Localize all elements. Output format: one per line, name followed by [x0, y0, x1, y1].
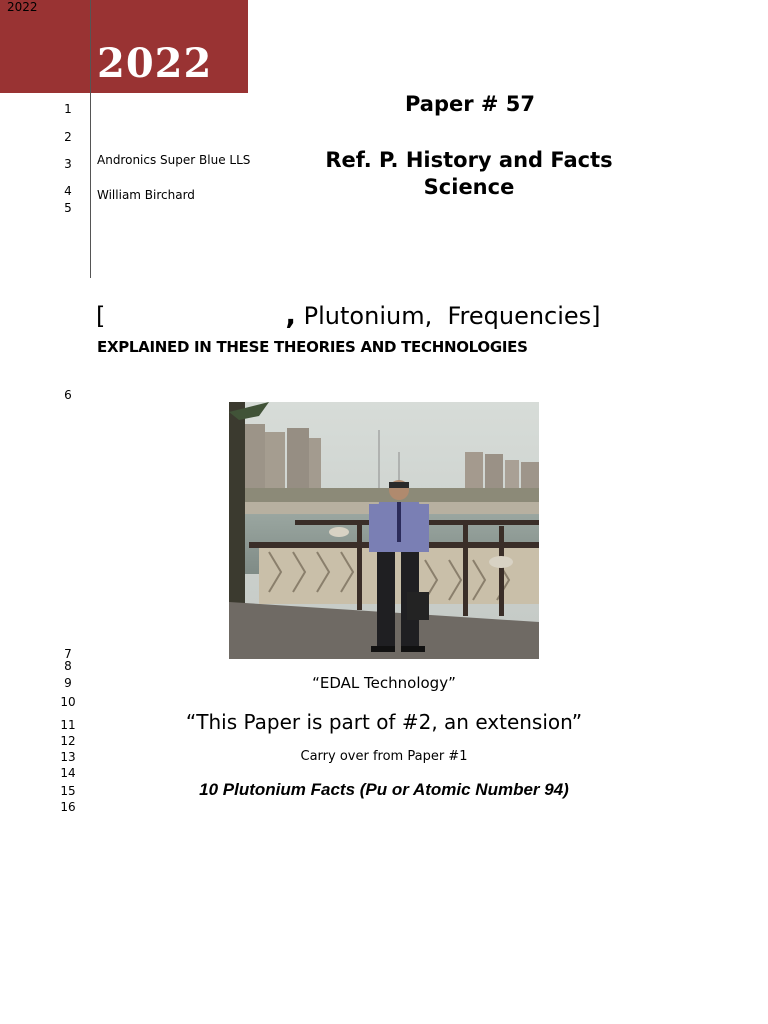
- line-number: 12: [60, 734, 76, 748]
- paper-number-title: Paper # 57: [404, 92, 536, 116]
- carry-over-note: Carry over from Paper #1: [300, 749, 468, 764]
- organization-name: Andronics Super Blue LLS: [97, 153, 251, 167]
- topic-open-bracket: [: [96, 302, 106, 330]
- line-number: 7: [64, 647, 72, 661]
- topic-items: Plutonium, Frequencies]: [303, 302, 601, 330]
- subtitle: EXPLAINED IN THESE THEORIES AND TECHNOLOGIES: [97, 338, 528, 356]
- plutonium-facts-heading: 10 Plutonium Facts (Pu or Atomic Number 94): [199, 780, 569, 799]
- line-number: 3: [64, 157, 72, 171]
- line-number: 15: [60, 784, 76, 798]
- line-number: 13: [60, 750, 76, 764]
- margin-rule: [90, 0, 91, 278]
- topic-comma: ,: [285, 298, 297, 331]
- line-number: 6: [64, 388, 72, 402]
- line-number: 9: [64, 676, 72, 690]
- line-number: 11: [60, 718, 76, 732]
- ref-title: [300, 147, 638, 201]
- line-number: 2: [64, 130, 72, 144]
- line-number: 10: [60, 695, 76, 709]
- topic-line: [96, 298, 601, 331]
- author-name: William Birchard: [97, 188, 195, 202]
- photo-caption: “EDAL Technology”: [312, 674, 456, 692]
- ref-title-line-2: Science: [423, 175, 515, 199]
- line-number: 16: [60, 800, 76, 814]
- header-year-text: 2022: [7, 0, 38, 14]
- year-banner-text: 2022: [97, 40, 213, 87]
- line-number: 14: [60, 766, 76, 780]
- line-number: 8: [64, 659, 72, 673]
- line-number: 5: [64, 201, 72, 215]
- line-number: 4: [64, 184, 72, 198]
- extension-quote: “This Paper is part of #2, an extension”: [185, 710, 583, 734]
- line-number: 1: [64, 102, 72, 116]
- photo-man-on-balcony-image: [229, 402, 539, 659]
- ref-title-line-1: Ref. P. History and Facts: [325, 148, 613, 172]
